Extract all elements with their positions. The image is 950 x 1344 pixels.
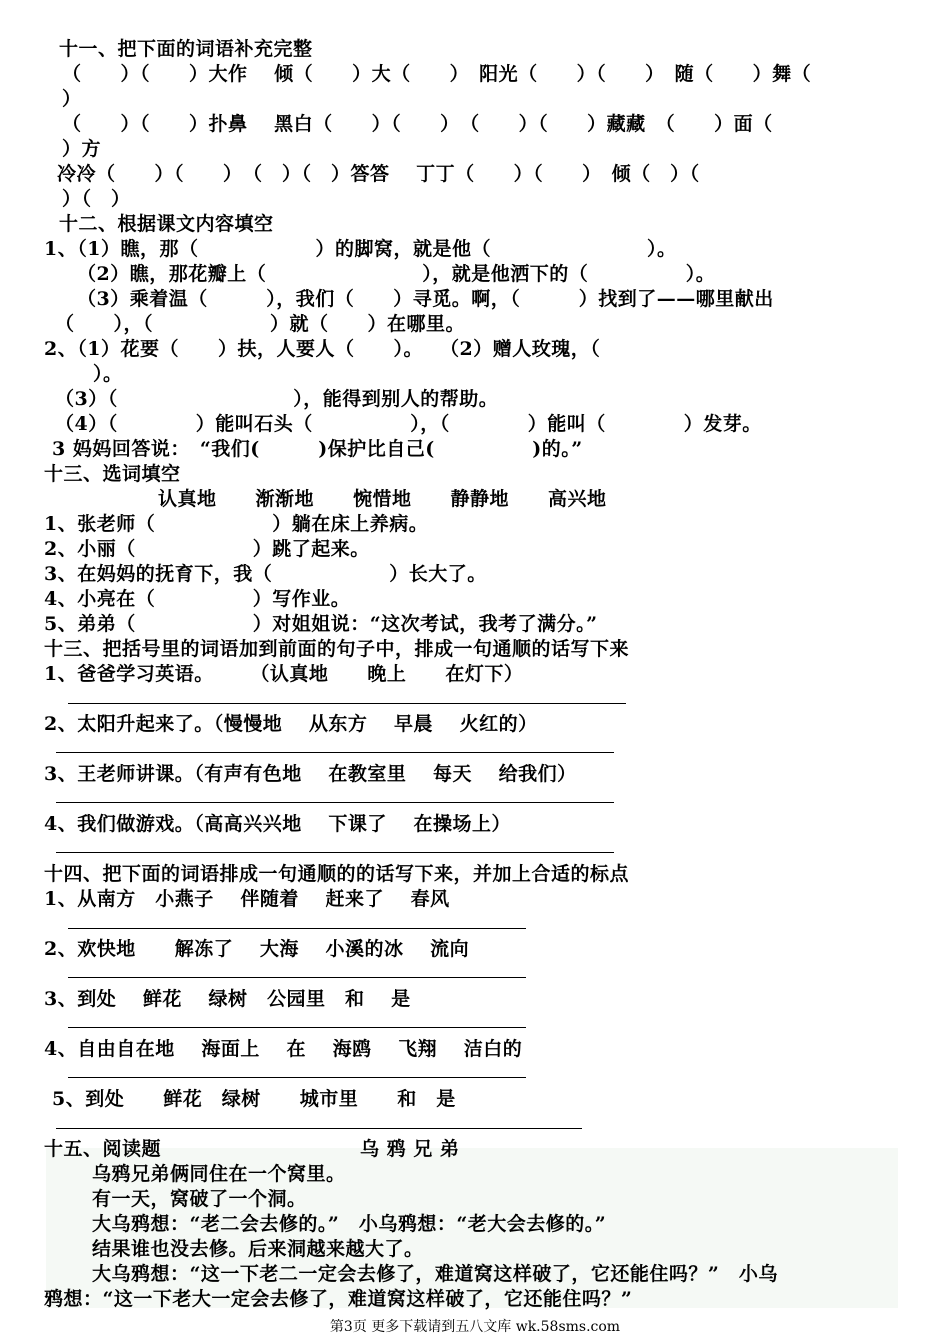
text-line: 认真地 渐渐地 惋惜地 静静地 高兴地	[158, 488, 607, 510]
text-line: （ ）（ ）扑鼻 黑白（ ）（ ） （ ）（ ）藏藏 （ ）面（	[62, 113, 773, 135]
text-line: 2、欢快地 解冻了 大海 小溪的冰 流向	[44, 938, 470, 960]
text-line: 3、王老师讲课。（有声有色地 在教室里 每天 给我们）	[44, 763, 577, 785]
text-line: 4、自由自在地 海面上 在 海鸥 飞翔 洁白的	[44, 1038, 523, 1060]
text-line: 5、弟弟（ ）对姐姐说：“这次考试，我考了满分。”	[44, 613, 598, 635]
text-line: 4、小亮在（ ）写作业。	[44, 588, 351, 610]
text-line: 结果谁也没去修。后来洞越来越大了。	[92, 1238, 424, 1260]
text-line: （ ）（ ）大作 倾（ ）大（ ） 阳光（ ）（ ） 随（ ）舞（	[62, 63, 812, 85]
answer-line	[68, 1027, 526, 1028]
text-line: 十三、把括号里的词语加到前面的句子中，排成一句通顺的话写下来	[44, 638, 630, 660]
text-line: （ ），（ ）就（ ）在哪里。	[55, 313, 466, 335]
answer-line	[56, 802, 614, 803]
text-line: 2、（1）花要（ ）扶，人要人（ ）。 （2）赠人玫瑰，（	[44, 338, 601, 360]
text-line: 鸦想：“这一下老大一定会去修了，难道窝这样破了，它还能住吗？”	[44, 1288, 633, 1310]
answer-line	[68, 977, 526, 978]
text-line: 乌 鸦 兄 弟	[360, 1138, 460, 1160]
text-line: 5、到处 鲜花 绿树 城市里 和 是	[52, 1088, 456, 1110]
page-footer: 第3页 更多下载请到五八文库 wk.58sms.com	[329, 1319, 621, 1335]
answer-line	[68, 703, 626, 704]
text-line: ）。	[93, 363, 123, 385]
text-line: 十二、根据课文内容填空	[59, 213, 274, 235]
text-line: 3、到处 鲜花 绿树 公园里 和 是	[44, 988, 411, 1010]
answer-line	[68, 1077, 526, 1078]
text-line: 有一天，窝破了一个洞。	[92, 1188, 307, 1210]
text-line: 十四、把下面的词语排成一句通顺的的话写下来，并加上合适的标点	[44, 863, 630, 885]
text-line: （4）（ ）能叫石头（ ），（ ）能叫（ ）发芽。	[55, 413, 762, 435]
text-line: 3 妈妈回答说： “我们( )保护比自己( )的。”	[52, 438, 583, 460]
text-line: 十五、阅读题	[44, 1138, 162, 1160]
text-line: 4、我们做游戏。（高高兴兴地 下课了 在操场上）	[44, 813, 511, 835]
text-line: 十一、把下面的词语补充完整	[59, 38, 313, 60]
text-line: 冷冷（ ）（ ） （ ）（ ）答答 丁丁（ ）（ ） 倾（ ）（	[57, 163, 700, 185]
text-line: 3、在妈妈的抚育下，我（ ）长大了。	[44, 563, 487, 585]
text-line: 2、小丽（ ）跳了起来。	[44, 538, 370, 560]
text-line: （3）（ ），能得到别人的帮助。	[55, 388, 499, 410]
text-line: 1、爸爸学习英语。 （认真地 晚上 在灯下）	[44, 663, 524, 685]
text-line: 大乌鸦想：“这一下老二一定会去修了，难道窝这样破了，它还能住吗？” 小乌	[92, 1263, 778, 1285]
text-line: 十三、选词填空	[44, 463, 181, 485]
text-line: 1、张老师（ ）躺在床上养病。	[44, 513, 429, 535]
text-line: （3）乘着温（ ），我们（ ）寻觅。啊，（ ）找到了——哪里献出	[77, 288, 774, 310]
text-line: （2）瞧，那花瓣上（ ），就是他洒下的（ ）。	[77, 263, 716, 285]
answer-line	[68, 928, 526, 929]
text-line: 1、从南方 小燕子 伴随着 赶来了 春风	[44, 888, 450, 910]
answer-line	[56, 852, 614, 853]
answer-line	[56, 1128, 582, 1129]
answer-line	[56, 752, 614, 753]
text-line: ）	[62, 88, 82, 110]
text-line: ）方	[62, 138, 102, 160]
text-line: ）（ ）	[62, 188, 131, 210]
text-line: 1、（1）瞧，那（ ）的脚窝，就是他（ ）。	[44, 238, 677, 260]
text-line: 2、太阳升起来了。（慢慢地 从东方 早晨 火红的）	[44, 713, 538, 735]
text-line: 乌鸦兄弟俩同住在一个窝里。	[92, 1163, 346, 1185]
text-line: 大乌鸦想：“老二会去修的。” 小乌鸦想：“老大会去修的。”	[92, 1213, 607, 1235]
